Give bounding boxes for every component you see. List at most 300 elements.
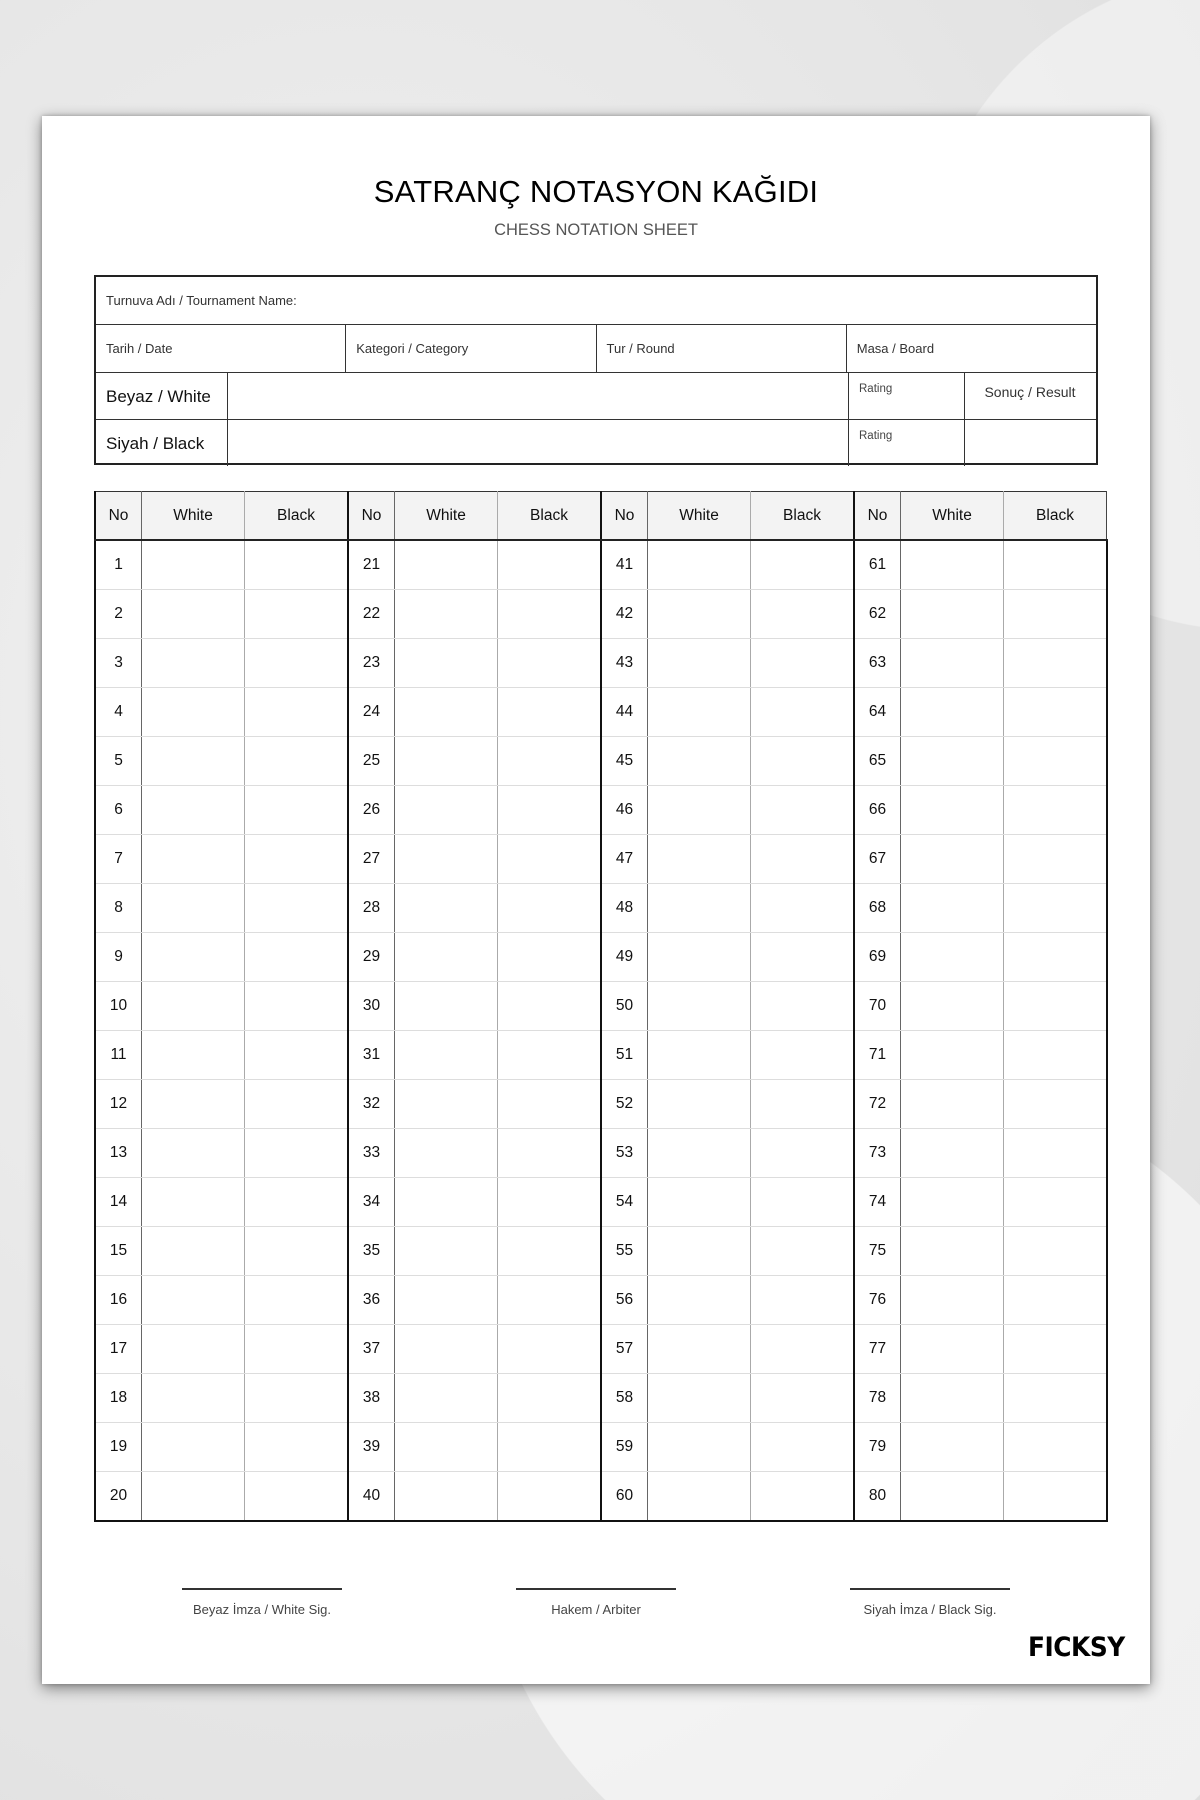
black-move-cell[interactable] <box>1004 1031 1107 1080</box>
move-number: 45 <box>601 737 648 786</box>
black-move-cell[interactable] <box>1004 1325 1107 1374</box>
move-number: 14 <box>95 1178 142 1227</box>
black-move-cell[interactable] <box>751 1374 855 1423</box>
move-number: 8 <box>95 884 142 933</box>
move-number: 43 <box>601 639 648 688</box>
board-label: Masa / Board <box>856 341 935 356</box>
black-move-cell[interactable] <box>1004 1423 1107 1472</box>
white-move-cell[interactable] <box>142 982 245 1031</box>
white-move-cell[interactable] <box>142 884 245 933</box>
black-move-cell[interactable] <box>1004 1227 1107 1276</box>
black-move-cell[interactable] <box>751 1325 855 1374</box>
move-number: 13 <box>95 1129 142 1178</box>
black-move-cell[interactable] <box>751 933 855 982</box>
black-move-cell[interactable] <box>751 982 855 1031</box>
black-move-cell[interactable] <box>751 1276 855 1325</box>
white-move-cell[interactable] <box>901 1374 1004 1423</box>
black-move-cell[interactable] <box>245 688 349 737</box>
white-move-cell[interactable] <box>142 1080 245 1129</box>
move-number: 12 <box>95 1080 142 1129</box>
white-player-label: Beyaz / White <box>106 387 211 406</box>
move-number: 9 <box>95 933 142 982</box>
black-move-cell[interactable] <box>245 1031 349 1080</box>
move-number: 53 <box>601 1129 648 1178</box>
move-number: 4 <box>95 688 142 737</box>
white-move-cell[interactable] <box>395 540 498 590</box>
black-move-cell[interactable] <box>1004 639 1107 688</box>
white-move-cell[interactable] <box>901 1178 1004 1227</box>
move-number: 41 <box>601 540 648 590</box>
move-number: 70 <box>854 982 901 1031</box>
move-number: 40 <box>348 1472 395 1522</box>
black-move-cell[interactable] <box>1004 1276 1107 1325</box>
black-move-cell[interactable] <box>751 1472 855 1522</box>
column-header-white: White <box>142 492 245 541</box>
move-number: 54 <box>601 1178 648 1227</box>
white-move-cell[interactable] <box>648 540 751 590</box>
move-number: 58 <box>601 1374 648 1423</box>
black-move-cell[interactable] <box>245 933 349 982</box>
move-number: 50 <box>601 982 648 1031</box>
white-move-cell[interactable] <box>901 1227 1004 1276</box>
white-move-cell[interactable] <box>901 1472 1004 1522</box>
black-move-cell[interactable] <box>245 835 349 884</box>
black-move-cell[interactable] <box>751 835 855 884</box>
date-field[interactable] <box>96 325 346 372</box>
white-move-cell[interactable] <box>395 1423 498 1472</box>
black-move-cell[interactable] <box>1004 982 1107 1031</box>
black-move-cell[interactable] <box>245 1129 349 1178</box>
move-number: 46 <box>601 786 648 835</box>
tournament-name-field[interactable] <box>96 277 1096 325</box>
move-number: 63 <box>854 639 901 688</box>
table-row <box>95 933 1107 982</box>
sheet-title: SATRANÇ NOTASYON KAĞIDI <box>373 174 819 209</box>
black-move-cell[interactable] <box>498 590 602 639</box>
black-move-cell[interactable] <box>245 590 349 639</box>
black-move-cell[interactable] <box>751 1423 855 1472</box>
black-move-cell[interactable] <box>751 590 855 639</box>
black-move-cell[interactable] <box>751 688 855 737</box>
column-header-no: No <box>601 492 648 541</box>
move-number: 11 <box>95 1031 142 1080</box>
white-move-cell[interactable] <box>395 835 498 884</box>
table-row <box>95 786 1107 835</box>
white-move-cell[interactable] <box>901 933 1004 982</box>
move-number: 32 <box>348 1080 395 1129</box>
brand-logo: FICKSY <box>1028 1632 1125 1663</box>
black-move-cell[interactable] <box>498 884 602 933</box>
move-number: 17 <box>95 1325 142 1374</box>
white-move-cell[interactable] <box>395 1374 498 1423</box>
category-label: Kategori / Category <box>356 341 469 356</box>
move-number: 24 <box>348 688 395 737</box>
white-move-cell[interactable] <box>395 1276 498 1325</box>
move-number: 68 <box>854 884 901 933</box>
black-move-cell[interactable] <box>498 786 602 835</box>
move-number: 42 <box>601 590 648 639</box>
white-move-cell[interactable] <box>142 639 245 688</box>
black-move-cell[interactable] <box>245 1276 349 1325</box>
move-number: 78 <box>854 1374 901 1423</box>
black-signature-label: Siyah İmza / Black Sig. <box>863 1602 997 1617</box>
board-field[interactable] <box>847 325 1096 372</box>
table-row <box>95 835 1107 884</box>
white-move-cell[interactable] <box>901 1276 1004 1325</box>
white-move-cell[interactable] <box>395 639 498 688</box>
white-move-cell[interactable] <box>901 688 1004 737</box>
move-number: 76 <box>854 1276 901 1325</box>
black-move-cell[interactable] <box>498 1472 602 1522</box>
white-signature <box>172 1588 352 1617</box>
move-number: 35 <box>348 1227 395 1276</box>
move-number: 21 <box>348 540 395 590</box>
white-signature-label: Beyaz İmza / White Sig. <box>193 1602 331 1617</box>
white-move-cell[interactable] <box>648 786 751 835</box>
white-move-cell[interactable] <box>395 737 498 786</box>
table-row <box>95 737 1107 786</box>
move-number: 28 <box>348 884 395 933</box>
black-move-cell[interactable] <box>498 1178 602 1227</box>
table-row <box>95 1080 1107 1129</box>
black-move-cell[interactable] <box>1004 1080 1107 1129</box>
white-move-cell[interactable] <box>648 590 751 639</box>
move-number: 34 <box>348 1178 395 1227</box>
move-number: 75 <box>854 1227 901 1276</box>
white-move-cell[interactable] <box>395 688 498 737</box>
black-player-row <box>96 420 1096 466</box>
move-number: 37 <box>348 1325 395 1374</box>
move-number: 79 <box>854 1423 901 1472</box>
white-move-cell[interactable] <box>648 884 751 933</box>
white-move-cell[interactable] <box>395 590 498 639</box>
white-move-cell[interactable] <box>901 1129 1004 1178</box>
white-move-cell[interactable] <box>395 982 498 1031</box>
white-move-cell[interactable] <box>901 1031 1004 1080</box>
move-number: 51 <box>601 1031 648 1080</box>
move-number: 23 <box>348 639 395 688</box>
table-row <box>95 1227 1107 1276</box>
move-number: 69 <box>854 933 901 982</box>
round-label: Tur / Round <box>606 341 675 356</box>
white-move-cell[interactable] <box>901 590 1004 639</box>
move-number: 38 <box>348 1374 395 1423</box>
black-signature-line[interactable] <box>850 1588 1010 1590</box>
white-move-cell[interactable] <box>901 1325 1004 1374</box>
white-move-cell[interactable] <box>901 835 1004 884</box>
white-move-cell[interactable] <box>395 786 498 835</box>
move-number: 77 <box>854 1325 901 1374</box>
white-player-name-field[interactable] <box>227 373 848 419</box>
black-player-name-field[interactable] <box>227 420 848 466</box>
black-move-cell[interactable] <box>1004 1472 1107 1522</box>
white-move-cell[interactable] <box>395 1178 498 1227</box>
table-row <box>95 1178 1107 1227</box>
date-label: Tarih / Date <box>106 341 173 356</box>
move-number: 57 <box>601 1325 648 1374</box>
white-rating-field[interactable] <box>848 373 965 419</box>
move-number: 59 <box>601 1423 648 1472</box>
black-move-cell[interactable] <box>498 1031 602 1080</box>
white-move-cell[interactable] <box>648 1129 751 1178</box>
black-move-cell[interactable] <box>245 1423 349 1472</box>
column-header-no: No <box>95 492 142 541</box>
table-row <box>95 688 1107 737</box>
black-move-cell[interactable] <box>245 786 349 835</box>
black-move-cell[interactable] <box>245 1374 349 1423</box>
black-move-cell[interactable] <box>245 737 349 786</box>
white-move-cell[interactable] <box>142 590 245 639</box>
black-move-cell[interactable] <box>751 786 855 835</box>
arbiter-signature-label: Hakem / Arbiter <box>551 1602 641 1617</box>
move-number: 36 <box>348 1276 395 1325</box>
black-move-cell[interactable] <box>1004 688 1107 737</box>
white-move-cell[interactable] <box>648 1080 751 1129</box>
column-header-white: White <box>648 492 751 541</box>
white-move-cell[interactable] <box>901 1080 1004 1129</box>
black-move-cell[interactable] <box>498 1129 602 1178</box>
move-number: 48 <box>601 884 648 933</box>
white-move-cell[interactable] <box>142 1423 245 1472</box>
black-move-cell[interactable] <box>498 1080 602 1129</box>
white-move-cell[interactable] <box>142 1129 245 1178</box>
table-row <box>95 639 1107 688</box>
move-number: 10 <box>95 982 142 1031</box>
black-move-cell[interactable] <box>751 1129 855 1178</box>
white-move-cell[interactable] <box>395 933 498 982</box>
white-move-cell[interactable] <box>901 639 1004 688</box>
move-number: 47 <box>601 835 648 884</box>
move-number: 27 <box>348 835 395 884</box>
white-move-cell[interactable] <box>901 1423 1004 1472</box>
table-row <box>95 1031 1107 1080</box>
table-row <box>95 884 1107 933</box>
white-move-cell[interactable] <box>142 737 245 786</box>
white-move-cell[interactable] <box>142 688 245 737</box>
column-header-black: Black <box>498 492 602 541</box>
white-move-cell[interactable] <box>648 737 751 786</box>
result-label: Sonuç / Result <box>984 384 1076 400</box>
black-move-cell[interactable] <box>1004 933 1107 982</box>
black-signature <box>840 1588 1020 1617</box>
table-row <box>95 1472 1107 1522</box>
white-rating-label: Rating <box>859 383 893 395</box>
black-move-cell[interactable] <box>498 835 602 884</box>
move-number: 31 <box>348 1031 395 1080</box>
move-number: 15 <box>95 1227 142 1276</box>
arbiter-signature-line[interactable] <box>516 1588 676 1590</box>
black-rating-field[interactable] <box>848 420 965 466</box>
black-move-cell[interactable] <box>498 982 602 1031</box>
column-header-black: Black <box>245 492 349 541</box>
black-rating-label: Rating <box>859 430 893 442</box>
black-move-cell[interactable] <box>1004 835 1107 884</box>
white-move-cell[interactable] <box>142 835 245 884</box>
white-move-cell[interactable] <box>395 1031 498 1080</box>
move-number: 80 <box>854 1472 901 1522</box>
white-move-cell[interactable] <box>648 1423 751 1472</box>
white-move-cell[interactable] <box>142 1031 245 1080</box>
black-move-cell[interactable] <box>245 1227 349 1276</box>
move-number: 74 <box>854 1178 901 1227</box>
white-move-cell[interactable] <box>901 884 1004 933</box>
move-number: 62 <box>854 590 901 639</box>
move-number: 66 <box>854 786 901 835</box>
black-move-cell[interactable] <box>1004 590 1107 639</box>
black-move-cell[interactable] <box>1004 884 1107 933</box>
black-move-cell[interactable] <box>1004 1129 1107 1178</box>
black-move-cell[interactable] <box>1004 540 1107 590</box>
move-number: 6 <box>95 786 142 835</box>
white-move-cell[interactable] <box>142 1178 245 1227</box>
black-move-cell[interactable] <box>1004 786 1107 835</box>
white-move-cell[interactable] <box>901 786 1004 835</box>
column-header-black: Black <box>1004 492 1107 541</box>
move-number: 61 <box>854 540 901 590</box>
move-number: 64 <box>854 688 901 737</box>
white-move-cell[interactable] <box>648 982 751 1031</box>
black-move-cell[interactable] <box>498 1276 602 1325</box>
table-row <box>95 1374 1107 1423</box>
white-move-cell[interactable] <box>142 1374 245 1423</box>
sheet-subtitle: CHESS NOTATION SHEET <box>494 221 698 239</box>
move-number: 1 <box>95 540 142 590</box>
round-field[interactable] <box>597 325 847 372</box>
move-number: 16 <box>95 1276 142 1325</box>
move-number: 20 <box>95 1472 142 1522</box>
table-row <box>95 1276 1107 1325</box>
move-number: 18 <box>95 1374 142 1423</box>
black-move-cell[interactable] <box>245 1325 349 1374</box>
table-row <box>95 590 1107 639</box>
black-move-cell[interactable] <box>245 1472 349 1522</box>
white-move-cell[interactable] <box>142 1276 245 1325</box>
white-move-cell[interactable] <box>648 1374 751 1423</box>
black-move-cell[interactable] <box>1004 1374 1107 1423</box>
move-number: 60 <box>601 1472 648 1522</box>
white-move-cell[interactable] <box>395 1227 498 1276</box>
black-move-cell[interactable] <box>245 884 349 933</box>
white-move-cell[interactable] <box>648 1227 751 1276</box>
move-number: 67 <box>854 835 901 884</box>
black-move-cell[interactable] <box>498 639 602 688</box>
white-move-cell[interactable] <box>395 1129 498 1178</box>
white-move-cell[interactable] <box>648 933 751 982</box>
black-move-cell[interactable] <box>751 884 855 933</box>
game-info-box <box>94 275 1098 465</box>
white-move-cell[interactable] <box>142 540 245 590</box>
move-number: 44 <box>601 688 648 737</box>
black-move-cell[interactable] <box>245 1080 349 1129</box>
black-move-cell[interactable] <box>751 1178 855 1227</box>
white-move-cell[interactable] <box>901 737 1004 786</box>
result-field[interactable] <box>964 373 1096 463</box>
black-move-cell[interactable] <box>751 737 855 786</box>
table-row <box>95 982 1107 1031</box>
white-move-cell[interactable] <box>142 1472 245 1522</box>
black-player-label: Siyah / Black <box>106 434 205 453</box>
white-move-cell[interactable] <box>395 884 498 933</box>
white-move-cell[interactable] <box>395 1325 498 1374</box>
black-move-cell[interactable] <box>498 1325 602 1374</box>
white-move-cell[interactable] <box>648 639 751 688</box>
white-move-cell[interactable] <box>648 1276 751 1325</box>
move-number: 25 <box>348 737 395 786</box>
black-move-cell[interactable] <box>498 1423 602 1472</box>
move-number: 29 <box>348 933 395 982</box>
black-move-cell[interactable] <box>751 1031 855 1080</box>
black-move-cell[interactable] <box>498 933 602 982</box>
white-move-cell[interactable] <box>648 1325 751 1374</box>
table-row <box>95 540 1107 590</box>
white-move-cell[interactable] <box>901 540 1004 590</box>
move-number: 72 <box>854 1080 901 1129</box>
white-signature-line[interactable] <box>182 1588 342 1590</box>
white-move-cell[interactable] <box>142 1325 245 1374</box>
black-move-cell[interactable] <box>1004 737 1107 786</box>
move-number: 49 <box>601 933 648 982</box>
black-move-cell[interactable] <box>245 1178 349 1227</box>
table-row <box>95 1423 1107 1472</box>
column-header-no: No <box>348 492 395 541</box>
black-move-cell[interactable] <box>751 540 855 590</box>
white-move-cell[interactable] <box>648 835 751 884</box>
move-number: 56 <box>601 1276 648 1325</box>
category-field[interactable] <box>346 325 596 372</box>
move-number: 52 <box>601 1080 648 1129</box>
white-move-cell[interactable] <box>142 933 245 982</box>
black-move-cell[interactable] <box>498 1374 602 1423</box>
white-move-cell[interactable] <box>648 1472 751 1522</box>
tournament-name-label: Turnuva Adı / Tournament Name: <box>106 293 297 308</box>
table-row <box>95 1129 1107 1178</box>
column-header-white: White <box>395 492 498 541</box>
white-move-cell[interactable] <box>142 1227 245 1276</box>
column-header-white: White <box>901 492 1004 541</box>
move-number: 65 <box>854 737 901 786</box>
black-move-cell[interactable] <box>245 982 349 1031</box>
black-move-cell[interactable] <box>751 1080 855 1129</box>
move-number: 22 <box>348 590 395 639</box>
black-move-cell[interactable] <box>1004 1178 1107 1227</box>
column-header-no: No <box>854 492 901 541</box>
notation-sheet <box>42 116 1150 1684</box>
black-move-cell[interactable] <box>498 737 602 786</box>
black-move-cell[interactable] <box>245 540 349 590</box>
white-move-cell[interactable] <box>395 1472 498 1522</box>
moves-table <box>94 491 1108 1522</box>
black-move-cell[interactable] <box>245 639 349 688</box>
black-move-cell[interactable] <box>498 688 602 737</box>
move-number: 55 <box>601 1227 648 1276</box>
white-move-cell[interactable] <box>648 1031 751 1080</box>
white-move-cell[interactable] <box>648 1178 751 1227</box>
white-move-cell[interactable] <box>648 688 751 737</box>
table-row <box>95 1325 1107 1374</box>
black-move-cell[interactable] <box>751 639 855 688</box>
white-move-cell[interactable] <box>901 982 1004 1031</box>
move-number: 7 <box>95 835 142 884</box>
move-number: 5 <box>95 737 142 786</box>
black-move-cell[interactable] <box>498 540 602 590</box>
white-move-cell[interactable] <box>142 786 245 835</box>
black-move-cell[interactable] <box>751 1227 855 1276</box>
moves-body <box>95 540 1107 1521</box>
move-number: 2 <box>95 590 142 639</box>
white-move-cell[interactable] <box>395 1080 498 1129</box>
black-move-cell[interactable] <box>498 1227 602 1276</box>
move-number: 19 <box>95 1423 142 1472</box>
